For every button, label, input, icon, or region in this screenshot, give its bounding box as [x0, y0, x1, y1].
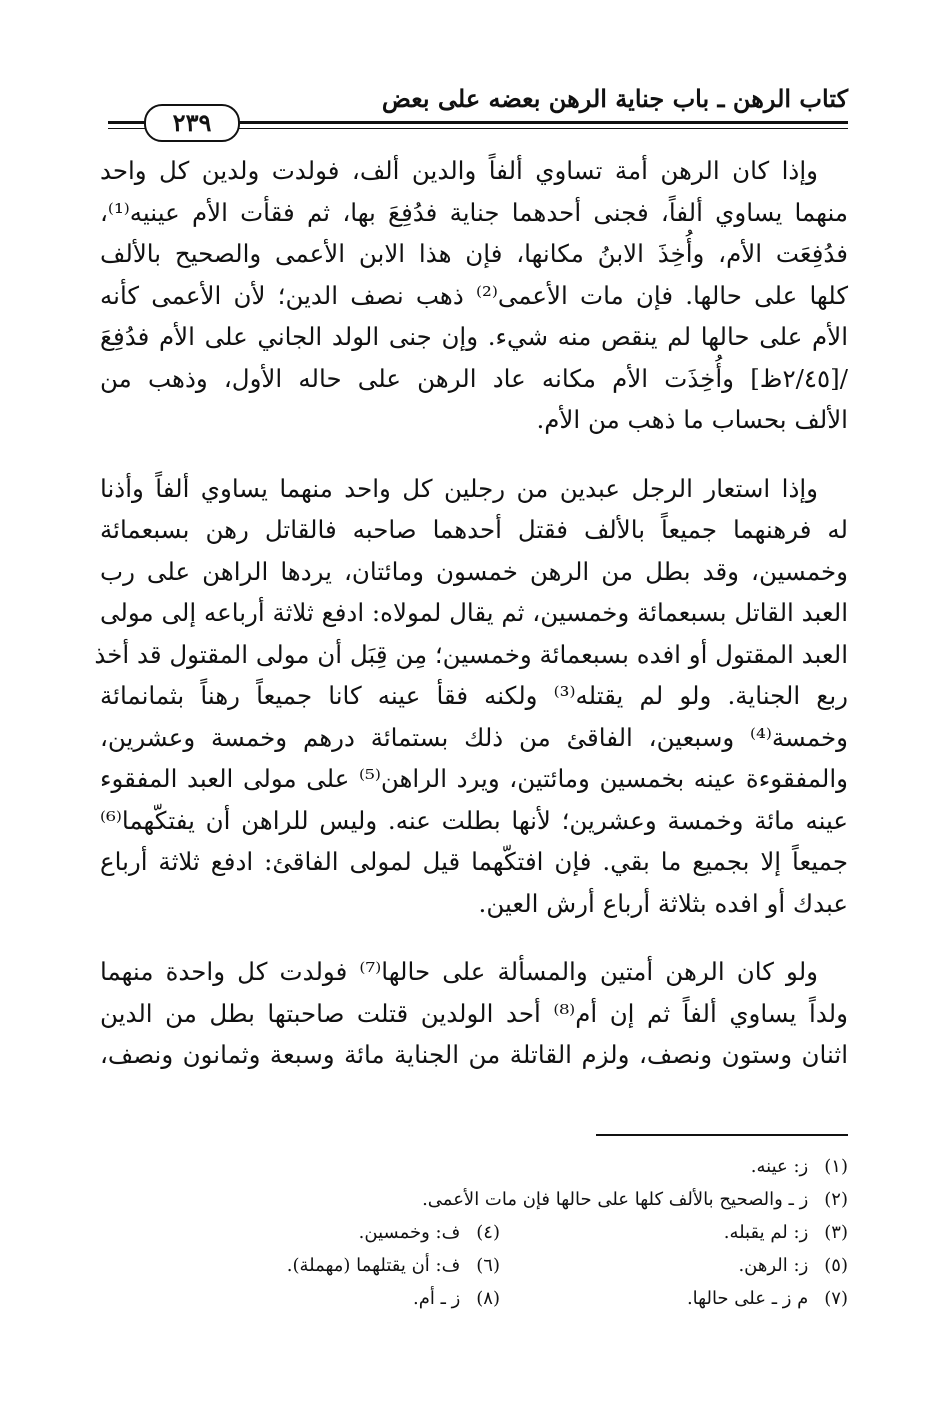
text-line: له فرهنهما جميعاً بالألف فقتل أحدهما صاحبه فالقاتل رهن بسبعمائة — [100, 515, 848, 544]
footnote-number: (٣) — [824, 1222, 848, 1243]
text-line: الألف بحساب ما ذهب من الأم. — [536, 405, 848, 434]
footnote-number: (١) — [824, 1156, 848, 1177]
text-line: /[٢/٤٥ظ] وأُخِذَت الأم مكانه عاد الرهن على حاله الأول، وذهب من — [100, 363, 848, 393]
footnote-separator — [596, 1134, 848, 1136]
text-line: عينه مائة وخمسة وعشرين؛ لأنها بطلت عنه. وليس للراهن أن يفتكّهما⁽⁶⁾ — [100, 805, 848, 835]
paragraph-gap — [100, 441, 848, 468]
footnote-text: ف: وخمسين. — [358, 1222, 461, 1243]
body-text — [94, 150, 849, 1076]
text-line: منهما يساوي ألفاً، فجنى أحدهما جناية فدُفِعَ بها، ثم فقأت الأم عينيه⁽¹⁾، — [100, 197, 848, 227]
footnotes — [100, 1150, 848, 1315]
text-line: وإذا استعار الرجل عبدين من رجلين كل واحد منهما يساوي ألفاً وأذنا — [100, 473, 818, 503]
footnote-number: (٤) — [476, 1222, 500, 1243]
paragraph-1 — [100, 150, 848, 441]
text-line: كلها على حالها. فإن مات الأعمى⁽²⁾ ذهب نصف الدين؛ لأن الأعمى كأنه — [100, 280, 848, 310]
footnote-text: ف: أن يقتلهما (مهملة). — [286, 1255, 461, 1276]
text-line: العبد المقتول أو افده بسبعمائة وخمسين؛ مِن قِبَل أن مولى المقتول قد أخذ — [94, 639, 848, 669]
footnote-row — [100, 1216, 848, 1249]
footnote — [100, 1282, 500, 1315]
text-line: اثنان وستون ونصف، ولزم القاتلة من الجناية مائة وسبعة وثمانون ونصف، — [100, 1040, 848, 1069]
text-line: فدُفِعَت الأم، وأُخِذَ الابنُ مكانها، فإن هذا الابن الأعمى والصحيح بالألف — [100, 239, 848, 268]
footnote — [500, 1216, 848, 1249]
footnote-number: (٧) — [824, 1288, 848, 1309]
footnote-row — [100, 1150, 848, 1183]
footnote-row — [100, 1249, 848, 1282]
footnote — [100, 1216, 500, 1249]
footnote-number: (٥) — [824, 1255, 848, 1276]
text-line: وخمسين، وقد بطل من الرهن خمسون ومائتان، يردها الراهن على رب — [100, 556, 848, 586]
footnote-text: ز ـ أم. — [412, 1288, 461, 1309]
footnote-text: م ز ـ على حالها. — [686, 1288, 809, 1309]
text-line: والمفقوءة عينه بخمسين ومائتين، ويرد الراهن⁽⁵⁾ على مولى العبد المفقوء — [100, 764, 848, 793]
text-line: العبد القاتل بسبعمائة وخمسين، ثم يقال لمولاه: ادفع ثلاثة أرباعه إلى مولى — [100, 598, 848, 627]
footnote — [500, 1249, 848, 1282]
footnote — [100, 1249, 500, 1282]
text-line: ولو كان الرهن أمتين والمسألة على حالها⁽⁷⁾ فولدت كل واحدة منهما — [100, 957, 818, 986]
text-line: جميعاً إلا بجميع ما بقي. فإن افتكّهما قيل لمولى الفاقئ: ادفع ثلاثة أرباع — [100, 847, 848, 876]
footnote — [500, 1282, 848, 1315]
footnote — [751, 1150, 848, 1183]
running-header-title: كتاب الرهن ـ باب جناية الرهن بعضه على بعض — [381, 84, 848, 113]
text-line: ولداً يساوي ألفاً ثم إن أم⁽⁸⁾ أحد الولدين قتلت صاحبتها بطل من الدين — [100, 998, 848, 1028]
footnote-row — [100, 1183, 848, 1216]
footnote-number: (٦) — [476, 1255, 500, 1276]
paragraph-3 — [100, 951, 848, 1076]
paragraph-2 — [94, 468, 849, 925]
footnote-text: ز: لم يقبله. — [723, 1222, 809, 1243]
footnote-number: (٨) — [476, 1288, 500, 1309]
footnote-text: ز ـ والصحيح بالألف كلها على حالها فإن مات الأعمى. — [422, 1189, 809, 1210]
footnote — [422, 1183, 848, 1216]
footnote-text: ز: عينه. — [750, 1156, 809, 1177]
footnote-number: (٢) — [824, 1189, 848, 1210]
page-number: ٢٣٩ — [144, 104, 240, 142]
footnote-row — [100, 1282, 848, 1315]
footnote-text: ز: الرهن. — [738, 1255, 809, 1276]
text-line: وخمسة⁽⁴⁾ وسبعين، الفاقئ من ذلك بستمائة درهم وخمسة وعشرين، — [100, 722, 848, 752]
text-line: وإذا كان الرهن أمة تساوي ألفاً والدين ألف، فولدت ولدين كل واحد — [100, 156, 818, 185]
paragraph-gap — [100, 924, 848, 951]
text-line: الأم على حالها لم ينقص منه شيء. وإن جنى الولد الجاني على الأم فدُفِعَ — [100, 322, 848, 351]
text-line: ربع الجناية. ولو لم يقتله⁽³⁾ ولكنه فقأ عينه كانا جميعاً رهناً بثمانمائة — [100, 681, 849, 710]
text-line: عبدك أو افده بثلاثة أرباع أرش العين. — [478, 888, 848, 918]
